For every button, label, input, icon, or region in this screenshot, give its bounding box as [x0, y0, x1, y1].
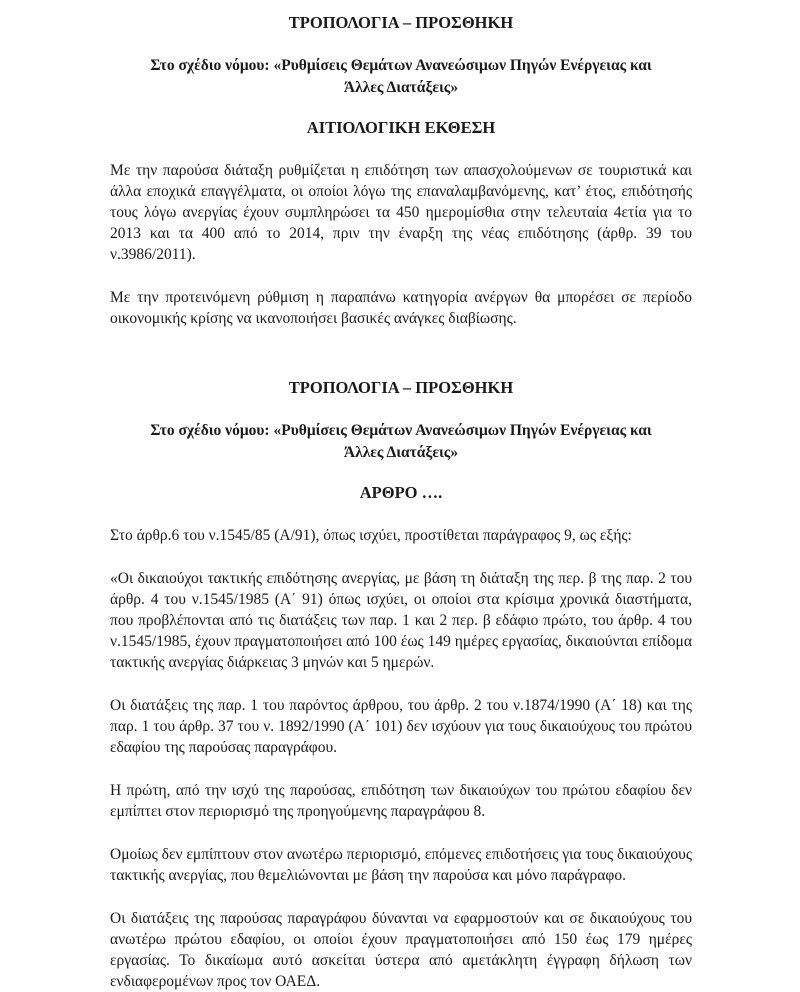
bill-reference-line-2: Άλλες Διατάξεις» — [343, 444, 459, 461]
amendment-title-1: ΤΡΟΠΟΛΟΓΙΑ – ΠΡΟΣΘΗΚΗ — [288, 13, 514, 32]
bill-reference-line-1: Στο σχέδιο νόμου: «Ρυθμίσεις Θεμάτων Ανανεώσιμων Πηγών Ενέργειας και — [150, 57, 652, 74]
report-paragraph-1: Με την παρούσα διάταξη ρυθμίζεται η επιδότηση των απασχολούμενων σε τουριστικά και άλλα εποχικά επαγγέλματα, οι οποίοι λόγω της επαναλαμβανόμενης, κατ’ έτος, επιδότησής τους λόγω ανεργίας έχουν συμπληρώσει τα 450 ημερομίσθια στην τελευταία 4ετία για το 2013 και τα 400 από το 2014, πριν την έναρξη της νέας επιδότησης (άρθρ. 39 του ν.3986/2011). — [110, 162, 692, 263]
bill-reference-2 — [110, 420, 692, 464]
article-intro: Στο άρθρ.6 του ν.1545/85 (Α/91), όπως ισχύει, προστίθεται παράγραφος 9, ως εξής: — [110, 527, 632, 544]
article-paragraph-1: «Οι δικαιούχοι τακτικής επιδότησης ανεργίας, με βάση τη διάταξη της περ. β της παρ. 2 του άρθρ. 4 του ν.1545/1985 (Α΄ 91) όπως ισχύει, οι οποίοι στα κρίσιμα χρονικά διαστήματα, που προβλέπονται από τις διατάξεις των παρ. 1 και 2 περ. β εδάφιο πρώτο, του άρθρ. 4 του ν.1545/1985, έχουν πραγματοποιήσει από 100 έως 149 ημέρες εργασίας, δικαιούνται επίδομα τακτικής ανεργίας διάρκειας 3 μηνών και 5 ημερών. — [110, 570, 692, 671]
bill-reference-line-2: Άλλες Διατάξεις» — [343, 79, 459, 96]
article-paragraph-2: Οι διατάξεις της παρ. 1 του παρόντος άρθρου, του άρθρ. 2 του ν.1874/1990 (Α΄ 18) και της παρ. 1 του άρθρ. 37 του ν. 1892/1990 (Α΄ 101) δεν ισχύουν για τους δικαιούχους του πρώτου εδαφίου της παρούσας παραγράφου. — [110, 697, 692, 756]
bill-reference-line-1: Στο σχέδιο νόμου: «Ρυθμίσεις Θεμάτων Ανανεώσιμων Πηγών Ενέργειας και — [150, 422, 652, 439]
explanatory-report-heading: ΑΙΤΙΟΛΟΓΙΚΗ ΕΚΘΕΣΗ — [306, 118, 496, 137]
article-heading: ΑΡΘΡΟ …. — [359, 483, 443, 502]
amendment-title-2: ΤΡΟΠΟΛΟΓΙΑ – ΠΡΟΣΘΗΚΗ — [288, 378, 514, 397]
article-paragraph-3: Η πρώτη, από την ισχύ της παρούσας, επιδότηση των δικαιούχων του πρώτου εδαφίου δεν εμπίπτει στον περιορισμό της προηγούμενης παραγράφου 8. — [110, 782, 692, 820]
report-paragraph-2: Με την προτεινόμενη ρύθμιση η παραπάνω κατηγορία ανέργων θα μπορέσει σε περίοδο οικονομικής κρίσης να ικανοποιήσει βασικές ανάγκες διαβίωσης. — [110, 289, 692, 327]
article-paragraph-5: Οι διατάξεις της παρούσας παραγράφου δύνανται να εφαρμοστούν και σε δικαιούχους του ανωτέρω πρώτου εδαφίου, οι οποίοι έχουν πραγματοποιήσει από 150 έως 179 ημέρες εργασίας. Το δικαίωμα αυτό ασκείται ύστερα από αμετάκλητη έγγραφη δήλωση των ενδιαφερομένων προς τον ΟΑΕΔ. — [110, 910, 692, 990]
bill-reference-1 — [110, 55, 692, 99]
article-paragraph-4: Ομοίως δεν εμπίπτουν στον ανωτέρω περιορισμό, επόμενες επιδοτήσεις για τους δικαιούχους τακτικής ανεργίας, που θεμελιώνονται με βάση την παρούσα και μόνο παράγραφο. — [110, 846, 692, 884]
